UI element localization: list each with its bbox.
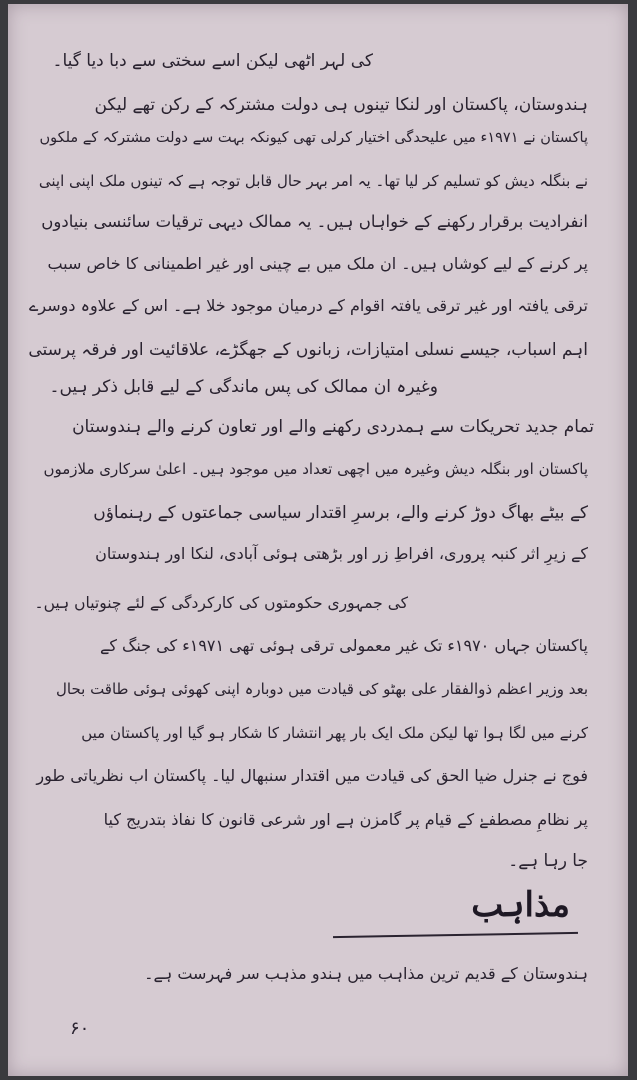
text-line: اہم اسباب، جیسے نسلی امتیازات، زبانوں کے جھگڑے، علاقائیت اور فرقہ پرستی bbox=[28, 340, 588, 360]
text-line: ہندوستان کے قدیم ترین مذاہب میں ہندو مذہب سر فہرست ہے۔ bbox=[144, 964, 588, 983]
text-line: پاکستان جہاں ۱۹۷۰ء تک غیر معمولی ترقی ہوئی تھی ۱۹۷۱ء کی جنگ کے bbox=[99, 636, 588, 655]
text-line: وغیرہ ان ممالک کی پس ماندگی کے لیے قابل ذکر ہیں۔ bbox=[49, 377, 438, 397]
page-number: ۶۰ bbox=[70, 1018, 90, 1039]
text-line: نے بنگلہ دیش کو تسلیم کر لیا تھا۔ یہ امر بہر حال قابل توجہ ہے کہ تینوں ملک اپنی اپنی bbox=[38, 172, 588, 190]
section-heading: مذاہب bbox=[471, 885, 570, 925]
text-line: بعد وزیر اعظم ذوالفقار علی بھٹو کی قیادت میں دوبارہ اپنی کھوئی ہوئی طاقت بحال bbox=[55, 680, 588, 698]
text-line: کی لہر اٹھی لیکن اسے سختی سے دبا دیا گیا۔ bbox=[52, 51, 373, 71]
text-line: انفرادیت برقرار رکھنے کے خواہاں ہیں۔ یہ ممالک دیہی ترقیات سائنسی بنیادوں bbox=[41, 212, 588, 231]
text-line: جا رہا ہے۔ bbox=[508, 851, 588, 871]
text-line: پر نظامِ مصطفےٰ کے قیام پر گامزن ہے اور شرعی قانون کا نفاذ بتدریج کیا bbox=[103, 810, 588, 829]
text-line: فوج نے جنرل ضیا الحق کی قیادت میں اقتدار سنبھال لیا۔ پاکستان اب نظریاتی طور bbox=[36, 766, 588, 785]
document-page bbox=[8, 4, 628, 1076]
text-line: پاکستان نے ۱۹۷۱ء میں علیحدگی اختیار کرلی تھی کیونکہ بہت سے دولت مشترکہ کے ملکوں bbox=[39, 130, 588, 146]
text-line: کے زیرِ اثر کنبہ پروری، افراطِ زر اور بڑھتی ہوئی آبادی، لنکا اور ہندوستان bbox=[95, 544, 588, 563]
text-line: ہندوستان، پاکستان اور لنکا تینوں ہی دولت مشترکہ کے رکن تھے لیکن bbox=[94, 95, 588, 115]
text-line: کی جمہوری حکومتوں کی کارکردگی کے لئے چنوتیاں ہیں۔ bbox=[34, 594, 408, 612]
heading-underline bbox=[333, 932, 578, 938]
text-line: کے بیٹے بھاگ دوڑ کرنے والے، برسرِ اقتدار سیاسی جماعتوں کے رہنماؤں bbox=[93, 503, 588, 523]
text-line: پر کرنے کے لیے کوشاں ہیں۔ ان ملک میں بے چینی اور غیر اطمینانی کا خاص سبب bbox=[47, 254, 588, 273]
text-line: ترقی یافتہ اور غیر ترقی یافتہ اقوام کے درمیان موجود خلا ہے۔ اس کے علاوہ دوسرے bbox=[29, 296, 588, 315]
text-line: پاکستان اور بنگلہ دیش وغیرہ میں اچھی تعداد میں موجود ہیں۔ اعلیٰ سرکاری ملازموں bbox=[43, 460, 588, 478]
text-line: تمام جدید تحریکات سے ہمدردی رکھنے والے اور تعاون کرنے والے ہندوستان bbox=[72, 417, 594, 437]
text-line: کرنے میں لگا ہوا تھا لیکن ملک ایک بار پھر انتشار کا شکار ہو گیا اور پاکستان میں bbox=[81, 724, 588, 742]
